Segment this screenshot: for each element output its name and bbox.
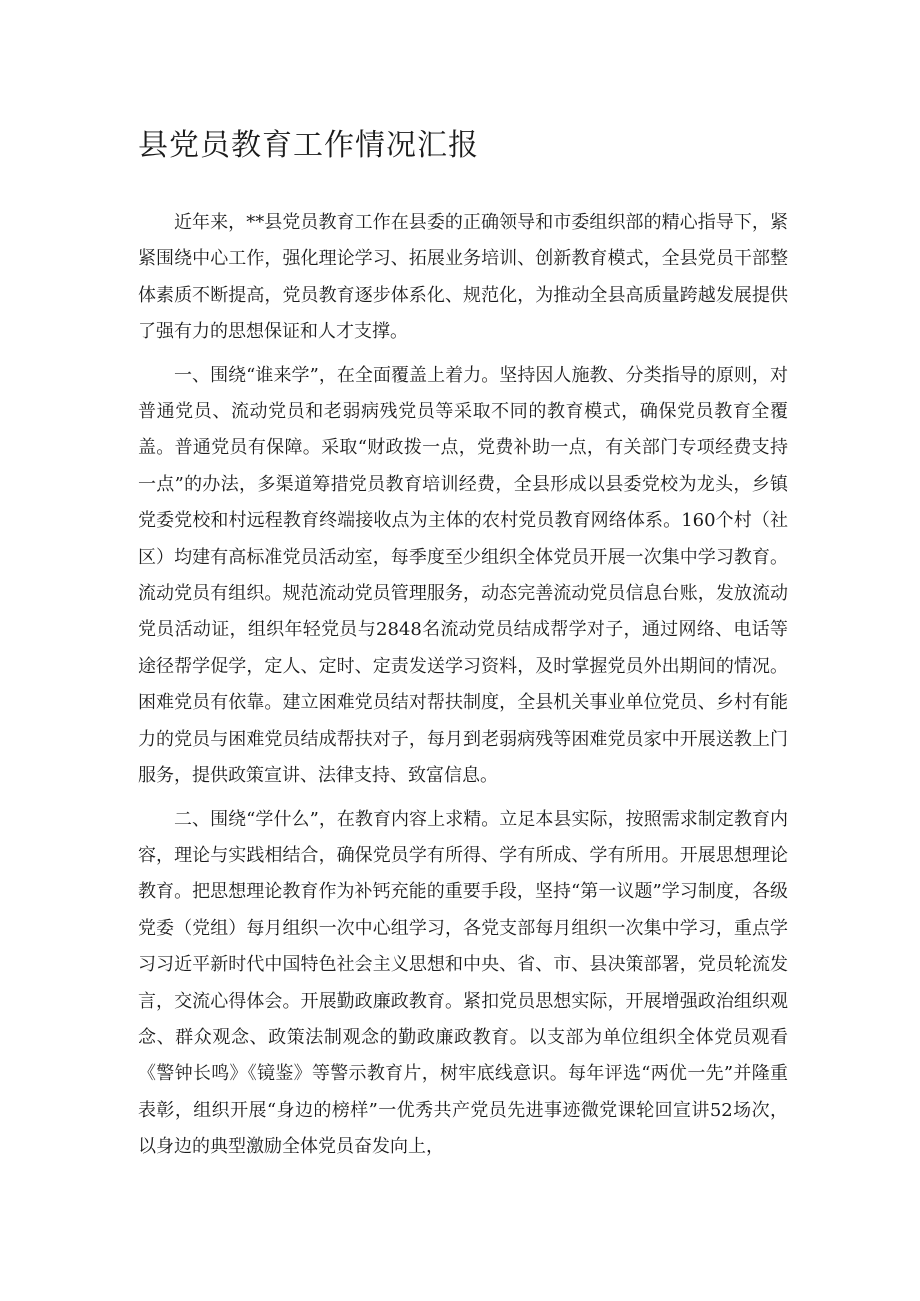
paragraph-section-two: 二、围绕“学什么”，在教育内容上求精。立足本县实际，按照需求制定教育内容，理论与实践相结合，确保党员学有所得、学有所成、学有所用。开展思想理论教育。把思想理论教育作为补钙充能的重要手段，坚持“第一议题”学习制度，各级党委（党组）每月组织一次中心组学习，各党支部每月组织一次集中学习，重点学习习近平新时代中国特色社会主义思想和中央、省、市、县决策部署，党员轮流发言，交流心得体会。开展勤政廉政教育。紧扣党员思想实际，开展增强政治组织观念、群众观念、政策法制观念的勤政廉政教育。以支部为单位组织全体党员观看《警钟长鸣》《镜鉴》等警示教育片，树牢底线意识。每年评选“两优一先”并隆重表彰，组织开展“身边的榜样”一优秀共产党员先进事迹微党课轮回宣讲52场次，以身边的典型激励全体党员奋发向上，: [138, 808, 788, 1158]
paragraph-intro: 近年来，**县党员教育工作在县委的正确领导和市委组织部的精心指导下，紧紧围绕中心工作，强化理论学习、拓展业务培训、创新教育模式，全县党员干部整体素质不断提高，党员教育逐步体系化、规范化，为推动全县高质量跨越发展提供了强有力的思想保证和人才支撑。: [138, 212, 788, 343]
document-title: 县党员教育工作情况汇报: [138, 128, 479, 163]
document-body: [138, 205, 788, 1173]
paragraph-section-one: 一、围绕“谁来学”，在全面覆盖上着力。坚持因人施教、分类指导的原则，对普通党员、流动党员和老弱病残党员等采取不同的教育模式，确保党员教育全覆盖。普通党员有保障。采取“财政拨一点，党费补助一点，有关部门专项经费支持一点”的办法，多渠道筹措党员教育培训经费，全县形成以县委党校为龙头，乡镇党委党校和村远程教育终端接收点为主体的农村党员教育网络体系。160个村（社区）均建有高标准党员活动室，每季度至少组织全体党员开展一次集中学习教育。流动党员有组织。规范流动党员管理服务，动态完善流动党员信息台账，发放流动党员活动证，组织年轻党员与2848名流动党员结成帮学对子，通过网络、电话等途径帮学促学，定人、定时、定责发送学习资料，及时掌握党员外出期间的情况。困难党员有依靠。建立困难党员结对帮扶制度，全县机关事业单位党员、乡村有能力的党员与困难党员结成帮扶对子，每月到老弱病残等困难党员家中开展送教上门服务，提供政策宣讲、法律支持、致富信息。: [138, 364, 788, 787]
